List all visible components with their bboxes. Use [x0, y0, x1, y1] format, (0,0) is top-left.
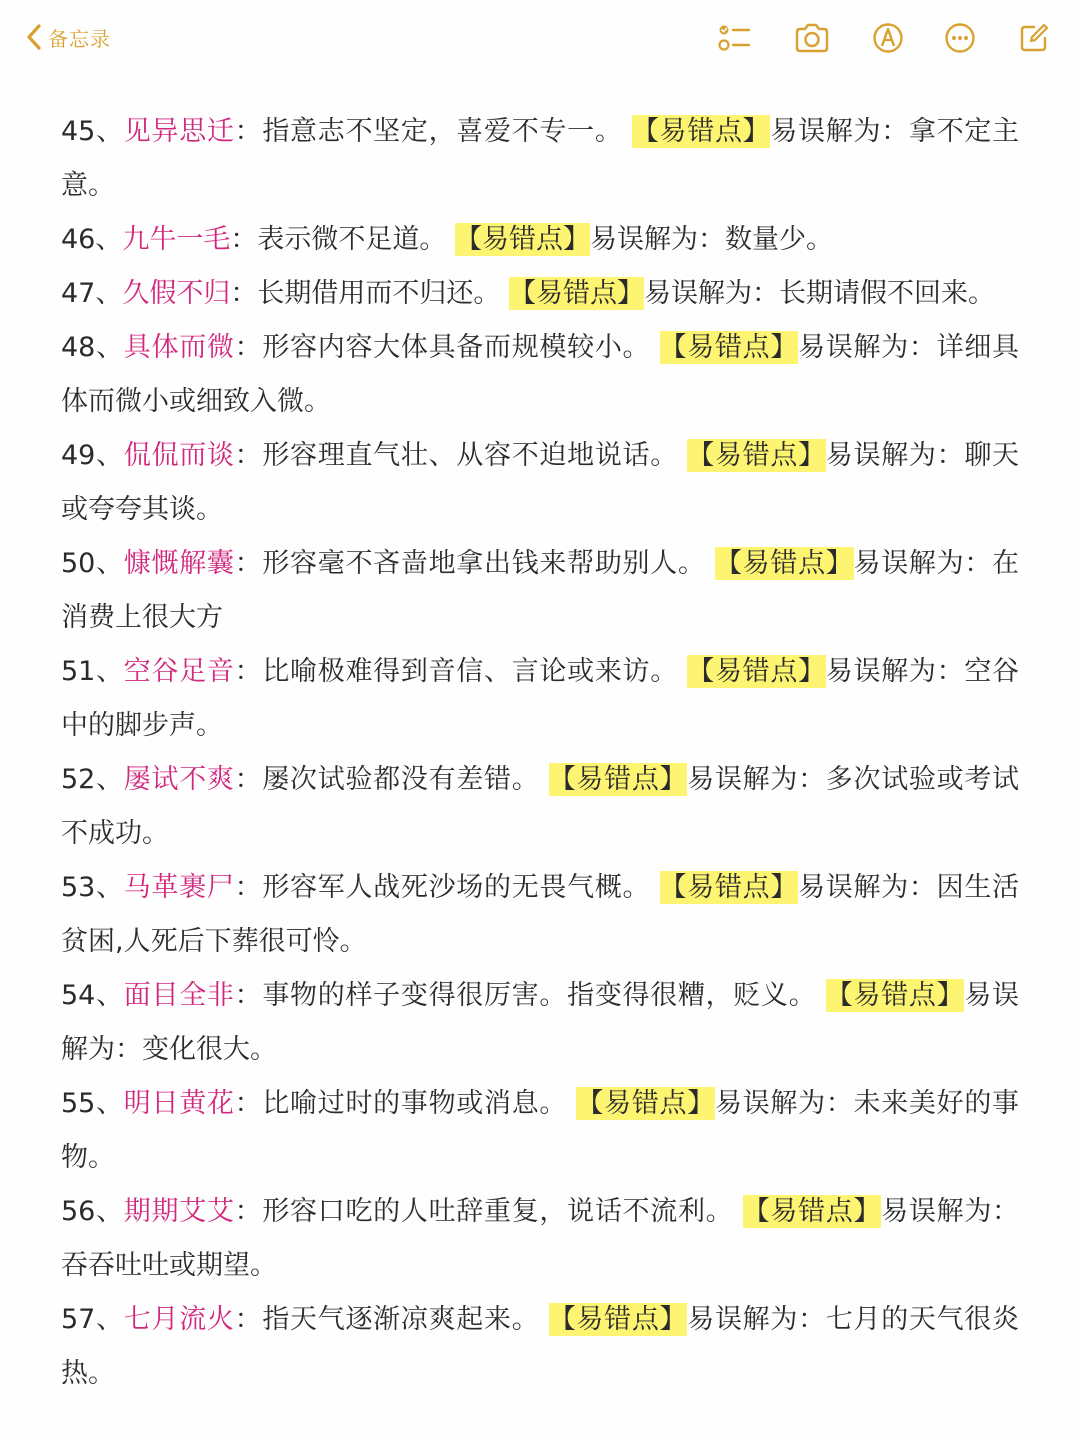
compose-button[interactable]	[1014, 18, 1054, 58]
entry-number: 50、	[61, 548, 124, 579]
entry-number: 55、	[61, 1088, 124, 1119]
error-tag: 【易错点】	[659, 332, 799, 363]
idiom-term: 空谷足音	[123, 656, 235, 687]
entry-number: 56、	[61, 1196, 124, 1227]
misunderstanding: 易误解为：未来美好的事物。	[61, 1088, 1020, 1173]
entry-number: 54、	[61, 980, 124, 1011]
camera-button[interactable]	[792, 18, 832, 58]
checklist-button[interactable]	[714, 18, 754, 58]
list-item	[61, 267, 1019, 321]
back-label: 备忘录	[48, 26, 111, 51]
entry-number: 48、	[61, 332, 124, 363]
entry-number: 51、	[61, 656, 124, 687]
markup-button[interactable]	[868, 18, 908, 58]
list-item	[61, 753, 1019, 861]
more-icon	[943, 21, 977, 55]
entry-number: 52、	[61, 764, 124, 795]
error-tag: 【易错点】	[825, 980, 965, 1011]
idiom-term: 久假不归	[122, 278, 231, 309]
back-button[interactable]	[24, 20, 111, 54]
idiom-term: 屡试不爽	[123, 764, 235, 795]
list-item	[61, 1185, 1019, 1293]
compose-icon	[1017, 21, 1051, 55]
markup-icon	[871, 21, 905, 55]
navigation-bar	[0, 0, 1080, 76]
misunderstanding: 易误解为：空谷中的脚步声。	[61, 656, 1020, 741]
misunderstanding: 易误解为：变化很大。	[61, 980, 1020, 1065]
checklist-icon	[716, 22, 752, 54]
list-item	[61, 429, 1019, 537]
error-tag: 【易错点】	[687, 656, 826, 687]
idiom-definition: ：形容军人战死沙场的无畏气概。	[234, 872, 651, 903]
misunderstanding: 易误解为：多次试验或考试不成功。	[61, 764, 1020, 849]
list-item	[61, 321, 1019, 429]
misunderstanding: 易误解为：聊天或夸夸其谈。	[61, 440, 1020, 525]
idiom-term: 马革裹尸	[123, 872, 235, 903]
misunderstanding: 易误解为：数量少。	[589, 224, 833, 255]
misunderstanding: 易误解为：七月的天气很炎热。	[61, 1304, 1020, 1389]
error-tag: 【易错点】	[714, 548, 854, 579]
misunderstanding: 易误解为：拿不定主意。	[61, 116, 1020, 201]
error-tag: 【易错点】	[508, 278, 644, 309]
idiom-term: 期期艾艾	[123, 1196, 235, 1227]
entry-number: 45、	[61, 116, 124, 147]
error-tag: 【易错点】	[548, 764, 688, 795]
idiom-term: 见异思迁	[123, 116, 235, 147]
misunderstanding: 易误解为：在消费上很大方	[61, 548, 1020, 633]
error-tag: 【易错点】	[742, 1196, 882, 1227]
idiom-definition: ：形容理直气壮、从容不迫地说话。	[234, 440, 678, 471]
idiom-definition: ：长期借用而不归还。	[230, 278, 501, 309]
list-item	[61, 105, 1019, 213]
more-button[interactable]	[940, 18, 980, 58]
misunderstanding: 易误解为：详细具体而微小或细致入微。	[61, 332, 1020, 417]
idiom-definition: ：屡次试验都没有差错。	[234, 764, 540, 795]
idiom-term: 面目全非	[123, 980, 235, 1011]
idiom-definition: ：比喻过时的事物或消息。	[234, 1088, 568, 1119]
list-item	[61, 861, 1019, 969]
list-item	[61, 1293, 1019, 1401]
idiom-definition: ：比喻极难得到音信、言论或来访。	[234, 656, 678, 687]
list-item	[61, 1077, 1019, 1185]
idiom-term: 侃侃而谈	[123, 440, 235, 471]
idiom-definition: ：指意志不坚定，喜爱不专一。	[234, 116, 623, 147]
entry-number: 53、	[61, 872, 124, 903]
error-tag: 【易错点】	[687, 440, 826, 471]
misunderstanding: 易误解为：长期请假不回来。	[643, 278, 995, 309]
list-item	[61, 537, 1019, 645]
idiom-definition: ：指天气逐渐凉爽起来。	[234, 1304, 540, 1335]
idiom-term: 明日黄花	[123, 1088, 235, 1119]
entry-number: 46、	[61, 224, 123, 255]
note-content[interactable]	[61, 105, 1019, 1401]
error-tag: 【易错点】	[454, 224, 590, 255]
chevron-left-icon	[24, 22, 44, 52]
idiom-definition: ：形容毫不吝啬地拿出钱来帮助别人。	[234, 548, 706, 579]
error-tag: 【易错点】	[548, 1304, 688, 1335]
idiom-term: 七月流火	[123, 1304, 235, 1335]
idiom-definition: ：事物的样子变得很厉害。指变得很糟，贬义。	[234, 980, 817, 1011]
misunderstanding: 易误解为：吞吞吐吐或期望。	[61, 1196, 1020, 1281]
idiom-definition: ：表示微不足道。	[230, 224, 447, 255]
camera-icon	[793, 22, 831, 54]
error-tag: 【易错点】	[659, 872, 799, 903]
list-item	[61, 645, 1019, 753]
idiom-term: 慷慨解囊	[123, 548, 235, 579]
idiom-definition: ：形容内容大体具备而规模较小。	[234, 332, 651, 363]
list-item	[61, 213, 1019, 267]
list-item	[61, 969, 1019, 1077]
idiom-definition: ：形容口吃的人吐辞重复，说话不流利。	[234, 1196, 734, 1227]
idiom-term: 九牛一毛	[122, 224, 231, 255]
idiom-term: 具体而微	[123, 332, 235, 363]
misunderstanding: 易误解为：因生活贫困,人死后下葬很可怜。	[61, 872, 1020, 957]
error-tag: 【易错点】	[576, 1088, 715, 1119]
entry-number: 49、	[61, 440, 124, 471]
entry-number: 57、	[61, 1304, 124, 1335]
error-tag: 【易错点】	[631, 116, 771, 147]
entry-number: 47、	[61, 278, 123, 309]
